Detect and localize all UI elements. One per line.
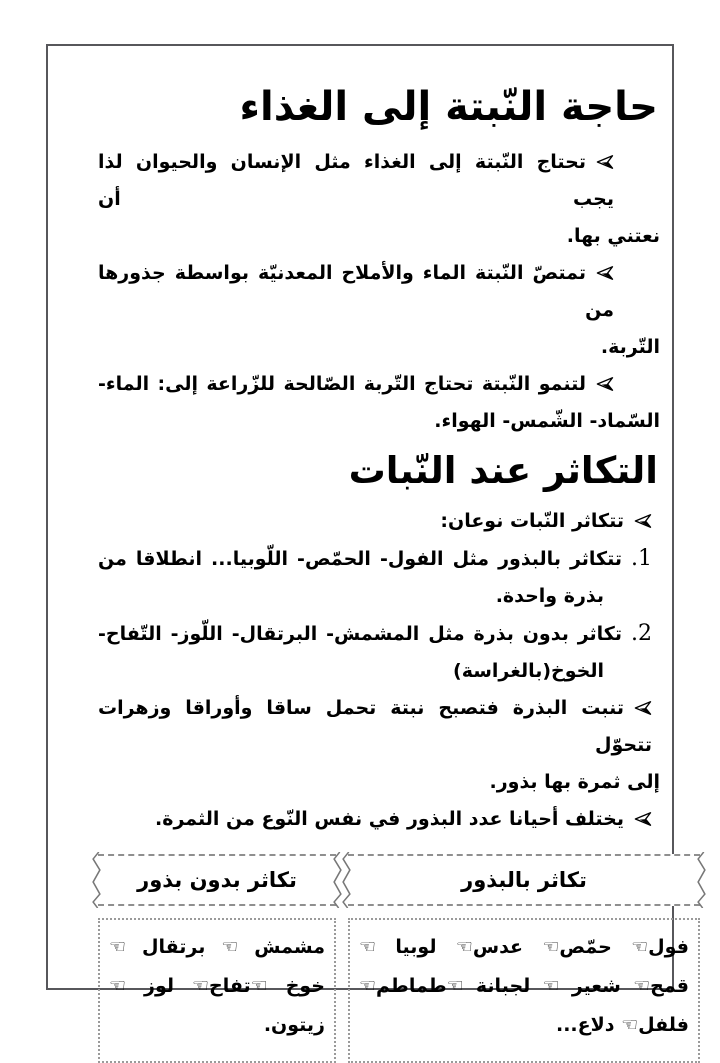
table-cell-line: فول☜ حمّص☜ عدس☜ لوبيا ☜	[359, 935, 689, 958]
list-number: 1.	[631, 545, 652, 571]
paragraph-text: تمتصّ النّبتة الماء والأملاح المعدنيّة بواسطة جذورها من	[98, 262, 614, 321]
bullet-line	[98, 503, 660, 540]
bullet-item	[98, 144, 660, 255]
paragraph-line: نعتني بها.	[566, 225, 660, 247]
numbered-item	[98, 540, 660, 615]
table-header-seeds	[348, 854, 700, 906]
paragraph-line: بذرة واحدة.	[495, 584, 604, 607]
numbered-line	[98, 615, 660, 653]
paragraph-text: لتنمو النّبتة تحتاج التّربة الصّالحة للزّراعة إلى: الماء-	[98, 373, 586, 395]
bullet-item	[98, 366, 660, 440]
section-title-plant-reproduction: التكاثر عند النّبات	[348, 449, 658, 492]
bullet-line	[98, 366, 660, 403]
table-cell-line: قمح☜ شعير ☜ لجبانة ☜طماطم☜	[359, 974, 689, 997]
paragraph-text: تنبت البذرة فتصبح نبتة تحمل ساقا وأوراقا وزهرات تتحوّل	[98, 696, 652, 756]
table-cell-line: زيتون.	[263, 1013, 325, 1036]
paragraph-text: تكاثر بدون بذرة مثل المشمش- البرتقال- اللّوز- التّفاح-	[98, 622, 622, 645]
page-content	[48, 46, 689, 1036]
paragraph-text: يختلف أحيانا عدد البذور في نفس النّوع من الثمرة.	[155, 807, 624, 830]
numbered-item	[98, 615, 660, 690]
table-header-text: تكاثر بدون بذور	[137, 867, 297, 892]
reproduction-table	[98, 854, 700, 1063]
numbered-line	[98, 540, 660, 578]
zigzag-border-icon	[333, 852, 342, 908]
paragraph-text: تتكاثر بالبذور مثل الفول- الحمّص- اللّوبيا... انطلاقا من	[98, 547, 622, 570]
paragraph-line: التّربة.	[600, 336, 660, 358]
arrow-bullet-icon	[595, 376, 614, 392]
bullet-item	[98, 255, 660, 366]
table-cell-line: خوخ ☜تفاح☜ لوز ☜	[109, 974, 325, 997]
table-cell-line: مشمش ☜ برتقال ☜	[109, 935, 325, 958]
table-header-no-seeds	[98, 854, 336, 906]
zigzag-border-icon	[697, 852, 706, 908]
zigzag-border-icon	[92, 852, 101, 908]
page-border	[46, 44, 689, 1036]
list-number: 2.	[631, 620, 652, 646]
arrow-bullet-icon	[633, 513, 652, 529]
paragraph-line: السّماد- الشّمس- الهواء.	[434, 410, 660, 432]
bullet-line	[98, 255, 660, 329]
bullet-line	[98, 144, 660, 218]
paragraph-text: تتكاثر النّبات نوعان:	[440, 509, 624, 532]
arrow-bullet-icon	[633, 811, 652, 827]
table-cell-seeds-list	[348, 918, 700, 1063]
paragraph-text: تحتاج النّبتة إلى الغذاء مثل الإنسان والحيوان لذا يجب أن	[98, 151, 614, 210]
arrow-bullet-icon	[633, 700, 652, 716]
arrow-bullet-icon	[595, 154, 614, 170]
table-header-text: تكاثر بالبذور	[461, 867, 587, 892]
arrow-bullet-icon	[595, 265, 614, 281]
table-cell-line: فلفل☜ دلاع...	[555, 1013, 689, 1036]
section-title-plant-food: حاجة النّبتة إلى الغذاء	[239, 84, 658, 130]
bullet-line	[98, 801, 660, 838]
table-cell-no-seeds-list	[98, 918, 336, 1063]
zigzag-border-icon	[342, 852, 351, 908]
paragraph-line: الخوخ(بالغراسة)	[453, 659, 604, 682]
paragraph-line: إلى ثمرة بها بذور.	[489, 770, 660, 793]
bullet-item	[98, 690, 660, 801]
bullet-line	[98, 690, 660, 764]
